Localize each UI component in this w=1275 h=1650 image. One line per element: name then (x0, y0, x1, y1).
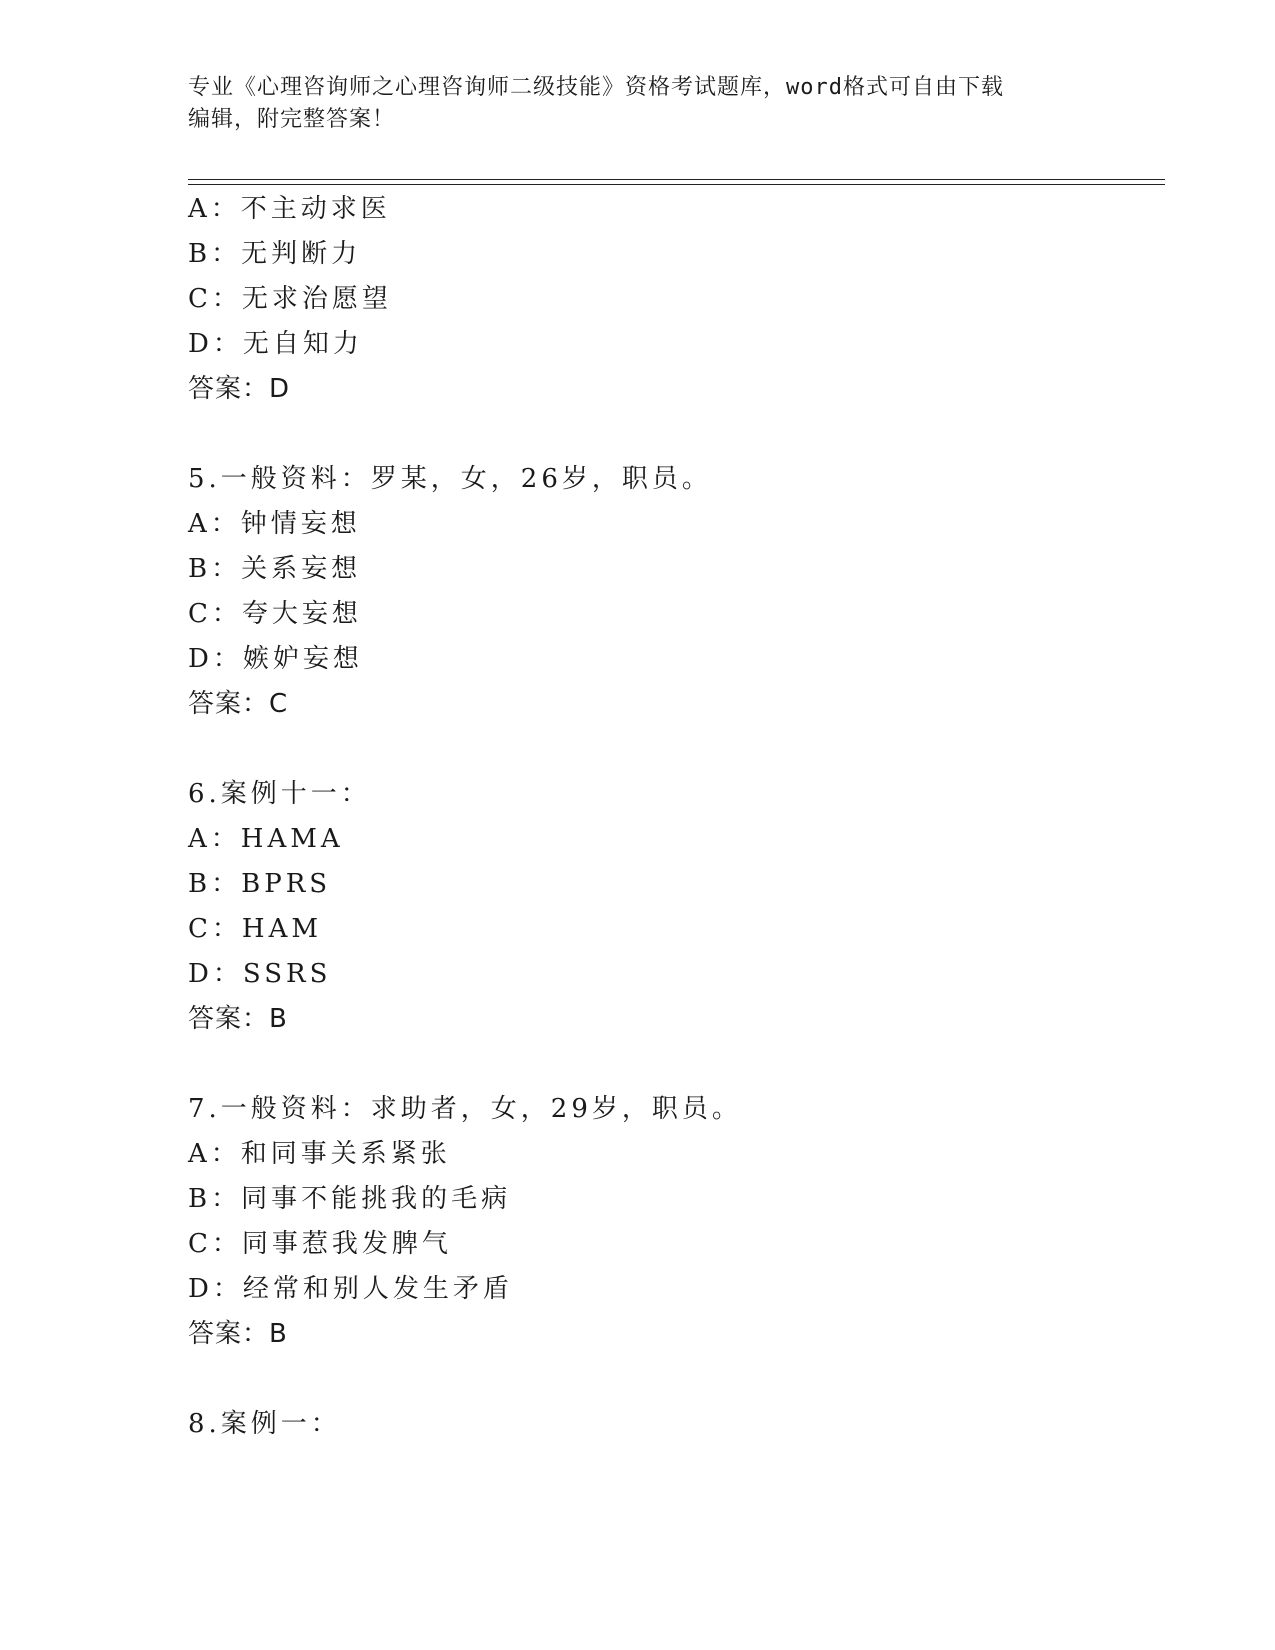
q7-option-d: D：经常和别人发生矛盾 (188, 1274, 513, 1304)
q5-option-b: B：关系妄想 (188, 554, 362, 584)
q8-question: 8.案例一： (188, 1409, 341, 1439)
q4-option-a: A：不主动求医 (188, 194, 391, 224)
q7-question: 7.一般资料：求助者，女，29岁，职员。 (188, 1094, 742, 1124)
q6-option-d: D：SSRS (188, 959, 332, 989)
document-header (188, 72, 1088, 136)
q5-answer: 答案：C (188, 689, 289, 719)
q4-option-d: D：无自知力 (188, 329, 363, 359)
q6-option-c: C：HAM (188, 914, 322, 944)
q7-option-c: C：同事惹我发脾气 (188, 1229, 452, 1259)
header-line-1: 专业《心理咨询师之心理咨询师二级技能》资格考试题库，word格式可自由下载 (188, 75, 1004, 100)
q7-option-a: A：和同事关系紧张 (188, 1139, 451, 1169)
q4-option-c: C：无求治愿望 (188, 284, 392, 314)
q6-answer: 答案：B (188, 1004, 288, 1034)
q5-option-c: C：夸大妄想 (188, 599, 362, 629)
q7-option-b: B：同事不能挑我的毛病 (188, 1184, 512, 1214)
q6-option-b: B：BPRS (188, 869, 332, 899)
q7-answer: 答案：B (188, 1319, 288, 1349)
q5-option-d: D：嫉妒妄想 (188, 644, 363, 674)
header-line-2: 编辑，附完整答案！ (188, 107, 396, 132)
q4-option-b: B：无判断力 (188, 239, 362, 269)
q5-option-a: A：钟情妄想 (188, 509, 361, 539)
q6-question: 6.案例十一： (188, 779, 371, 809)
q5-question: 5.一般资料：罗某，女，26岁，职员。 (188, 464, 712, 494)
header-divider-top (188, 179, 1165, 180)
q6-option-a: A：HAMA (188, 824, 344, 854)
q4-answer: 答案：D (188, 374, 291, 404)
header-divider-bottom (188, 184, 1165, 185)
